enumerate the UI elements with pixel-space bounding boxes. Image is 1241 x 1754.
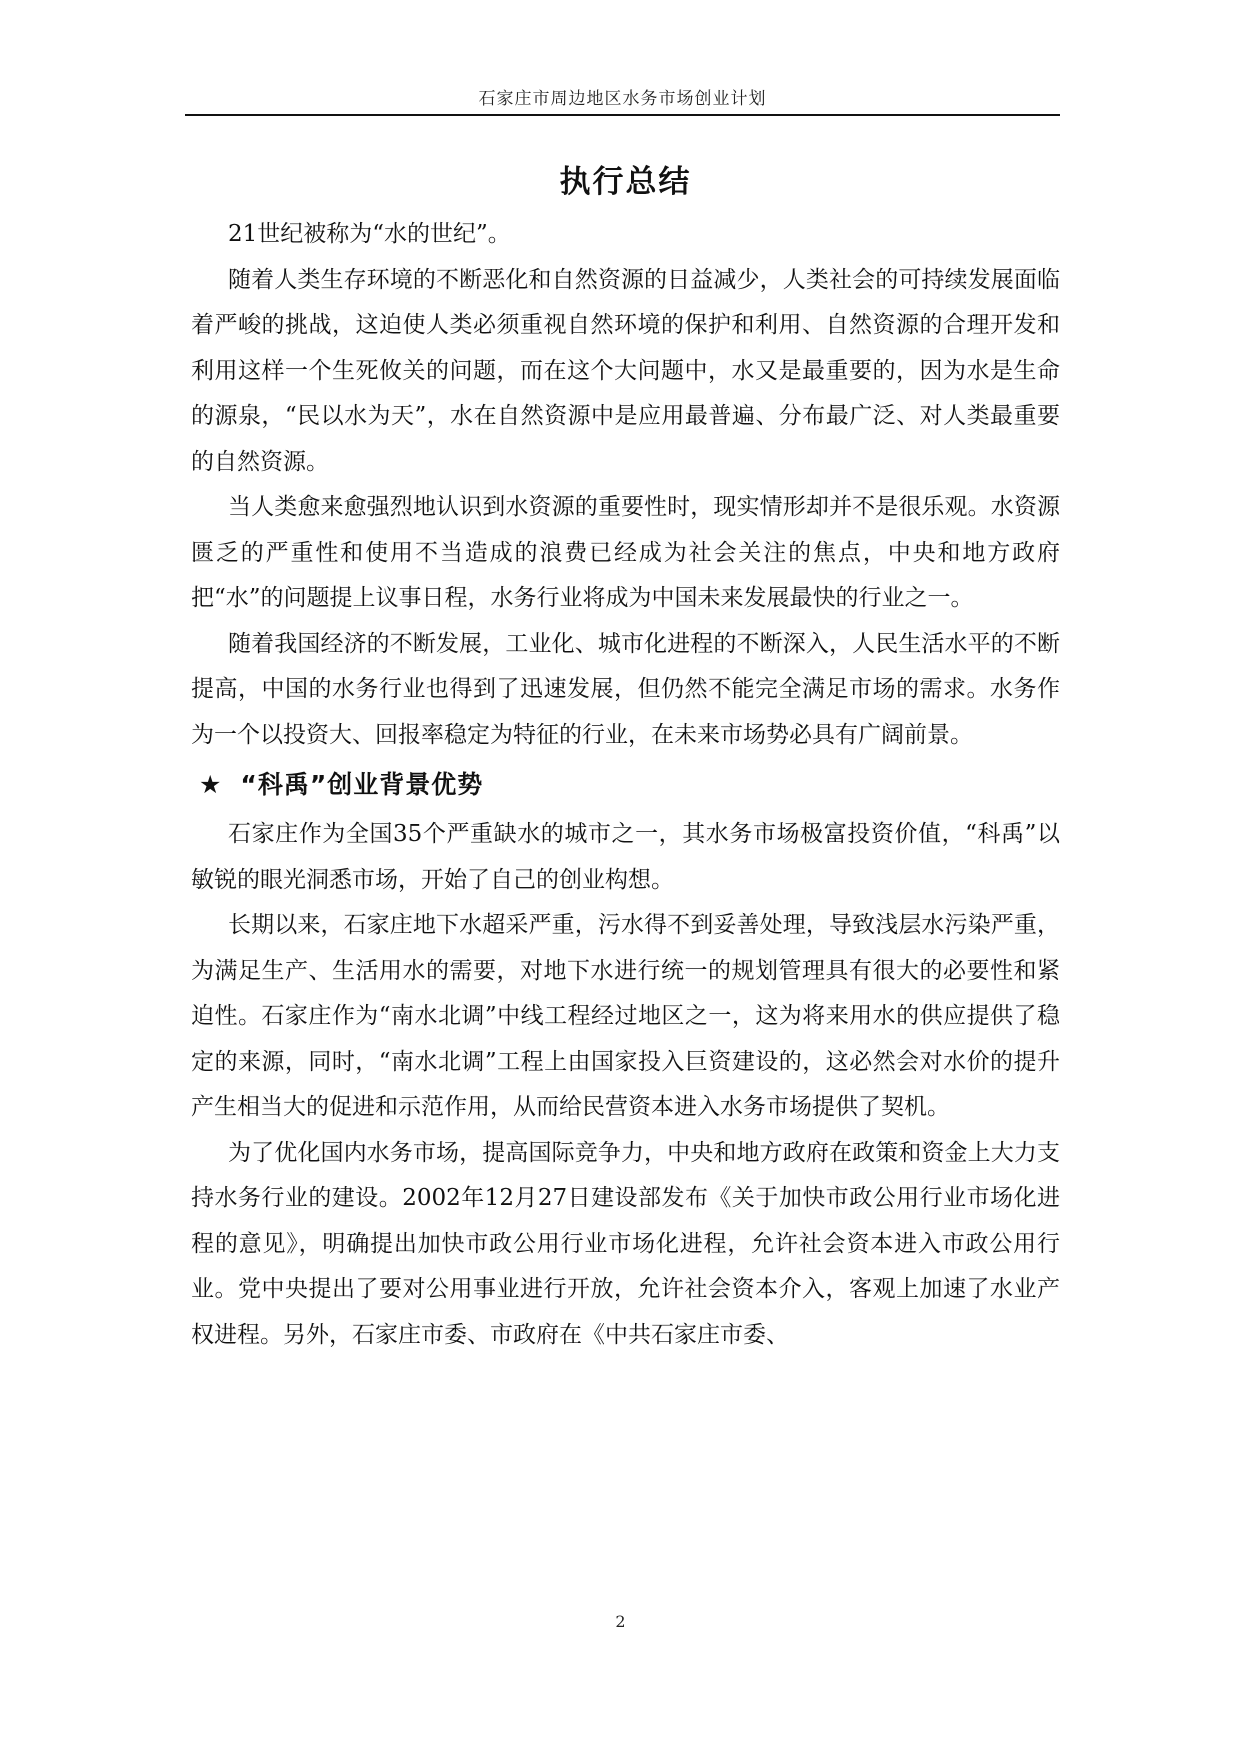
intro-paragraph-1: 21世纪被称为“水的世纪”。: [228, 221, 511, 247]
intro-paragraph-4: 随着我国经济的不断发展，工业化、城市化进程的不断深入，人民生活水平的不断提高，中国的水务行业也得到了迅速发展，但仍然不能完全满足市场的需求。水务作为一个以投资大、回报率稳定为特征的行业，在未来市场势必具有广阔前景。: [191, 630, 1060, 748]
intro-paragraph-2: 随着人类生存环境的不断恶化和自然资源的日益减少，人类社会的可持续发展面临着严峻的挑战，这迫使人类必须重视自然环境的保护和利用、自然资源的合理开发和利用这样一个生死攸关的问题，而在这个大问题中，水又是最重要的，因为水是生命的源泉，“民以水为天”，水在自然资源中是应用最普遍、分布最广泛、对人类最重要的自然资源。: [191, 266, 1060, 475]
running-header: 石家庄市周边地区水务市场创业计划: [478, 89, 767, 109]
section-paragraph-1: 石家庄作为全国35个严重缺水的城市之一，其水务市场极富投资价值，“科禹”以敏锐的眼光洞悉市场，开始了自己的创业构想。: [191, 821, 1060, 893]
section-heading: [199, 760, 1060, 810]
page-title: 执行总结: [559, 164, 692, 200]
section-heading-text: “科禹”创业背景优势: [240, 770, 484, 799]
page-number: 2: [615, 1612, 626, 1631]
page-body: [191, 160, 1060, 1358]
section-paragraph-3: 为了优化国内水务市场，提高国际竞争力，中央和地方政府在政策和资金上大力支持水务行业的建设。2002年12月27日建设部发布《关于加快市政公用行业市场化进程的意见》，明确提出加快市政公用行业市场化进程，允许社会资本进入市政公用行业。党中央提出了要对公用事业进行开放，允许社会资本介入，客观上加速了水业产权进程。另外，石家庄市委、市政府在《中共石家庄市委、: [191, 1139, 1060, 1348]
star-icon: ★: [199, 770, 223, 799]
section-paragraph-2: 长期以来，石家庄地下水超采严重，污水得不到妥善处理，导致浅层水污染严重，为满足生产、生活用水的需要，对地下水进行统一的规划管理具有很大的必要性和紧迫性。石家庄作为“南水北调”中线工程经过地区之一，这为将来用水的供应提供了稳定的来源，同时，“南水北调”工程上由国家投入巨资建设的，这必然会对水价的提升产生相当大的促进和示范作用，从而给民营资本进入水务市场提供了契机。: [191, 912, 1060, 1120]
intro-paragraph-3: 当人类愈来愈强烈地认识到水资源的重要性时，现实情形却并不是很乐观。水资源匮乏的严重性和使用不当造成的浪费已经成为社会关注的焦点，中央和地方政府把“水”的问题提上议事日程，水务行业将成为中国未来发展最快的行业之一。: [191, 494, 1060, 611]
header-rule: [185, 114, 1060, 116]
